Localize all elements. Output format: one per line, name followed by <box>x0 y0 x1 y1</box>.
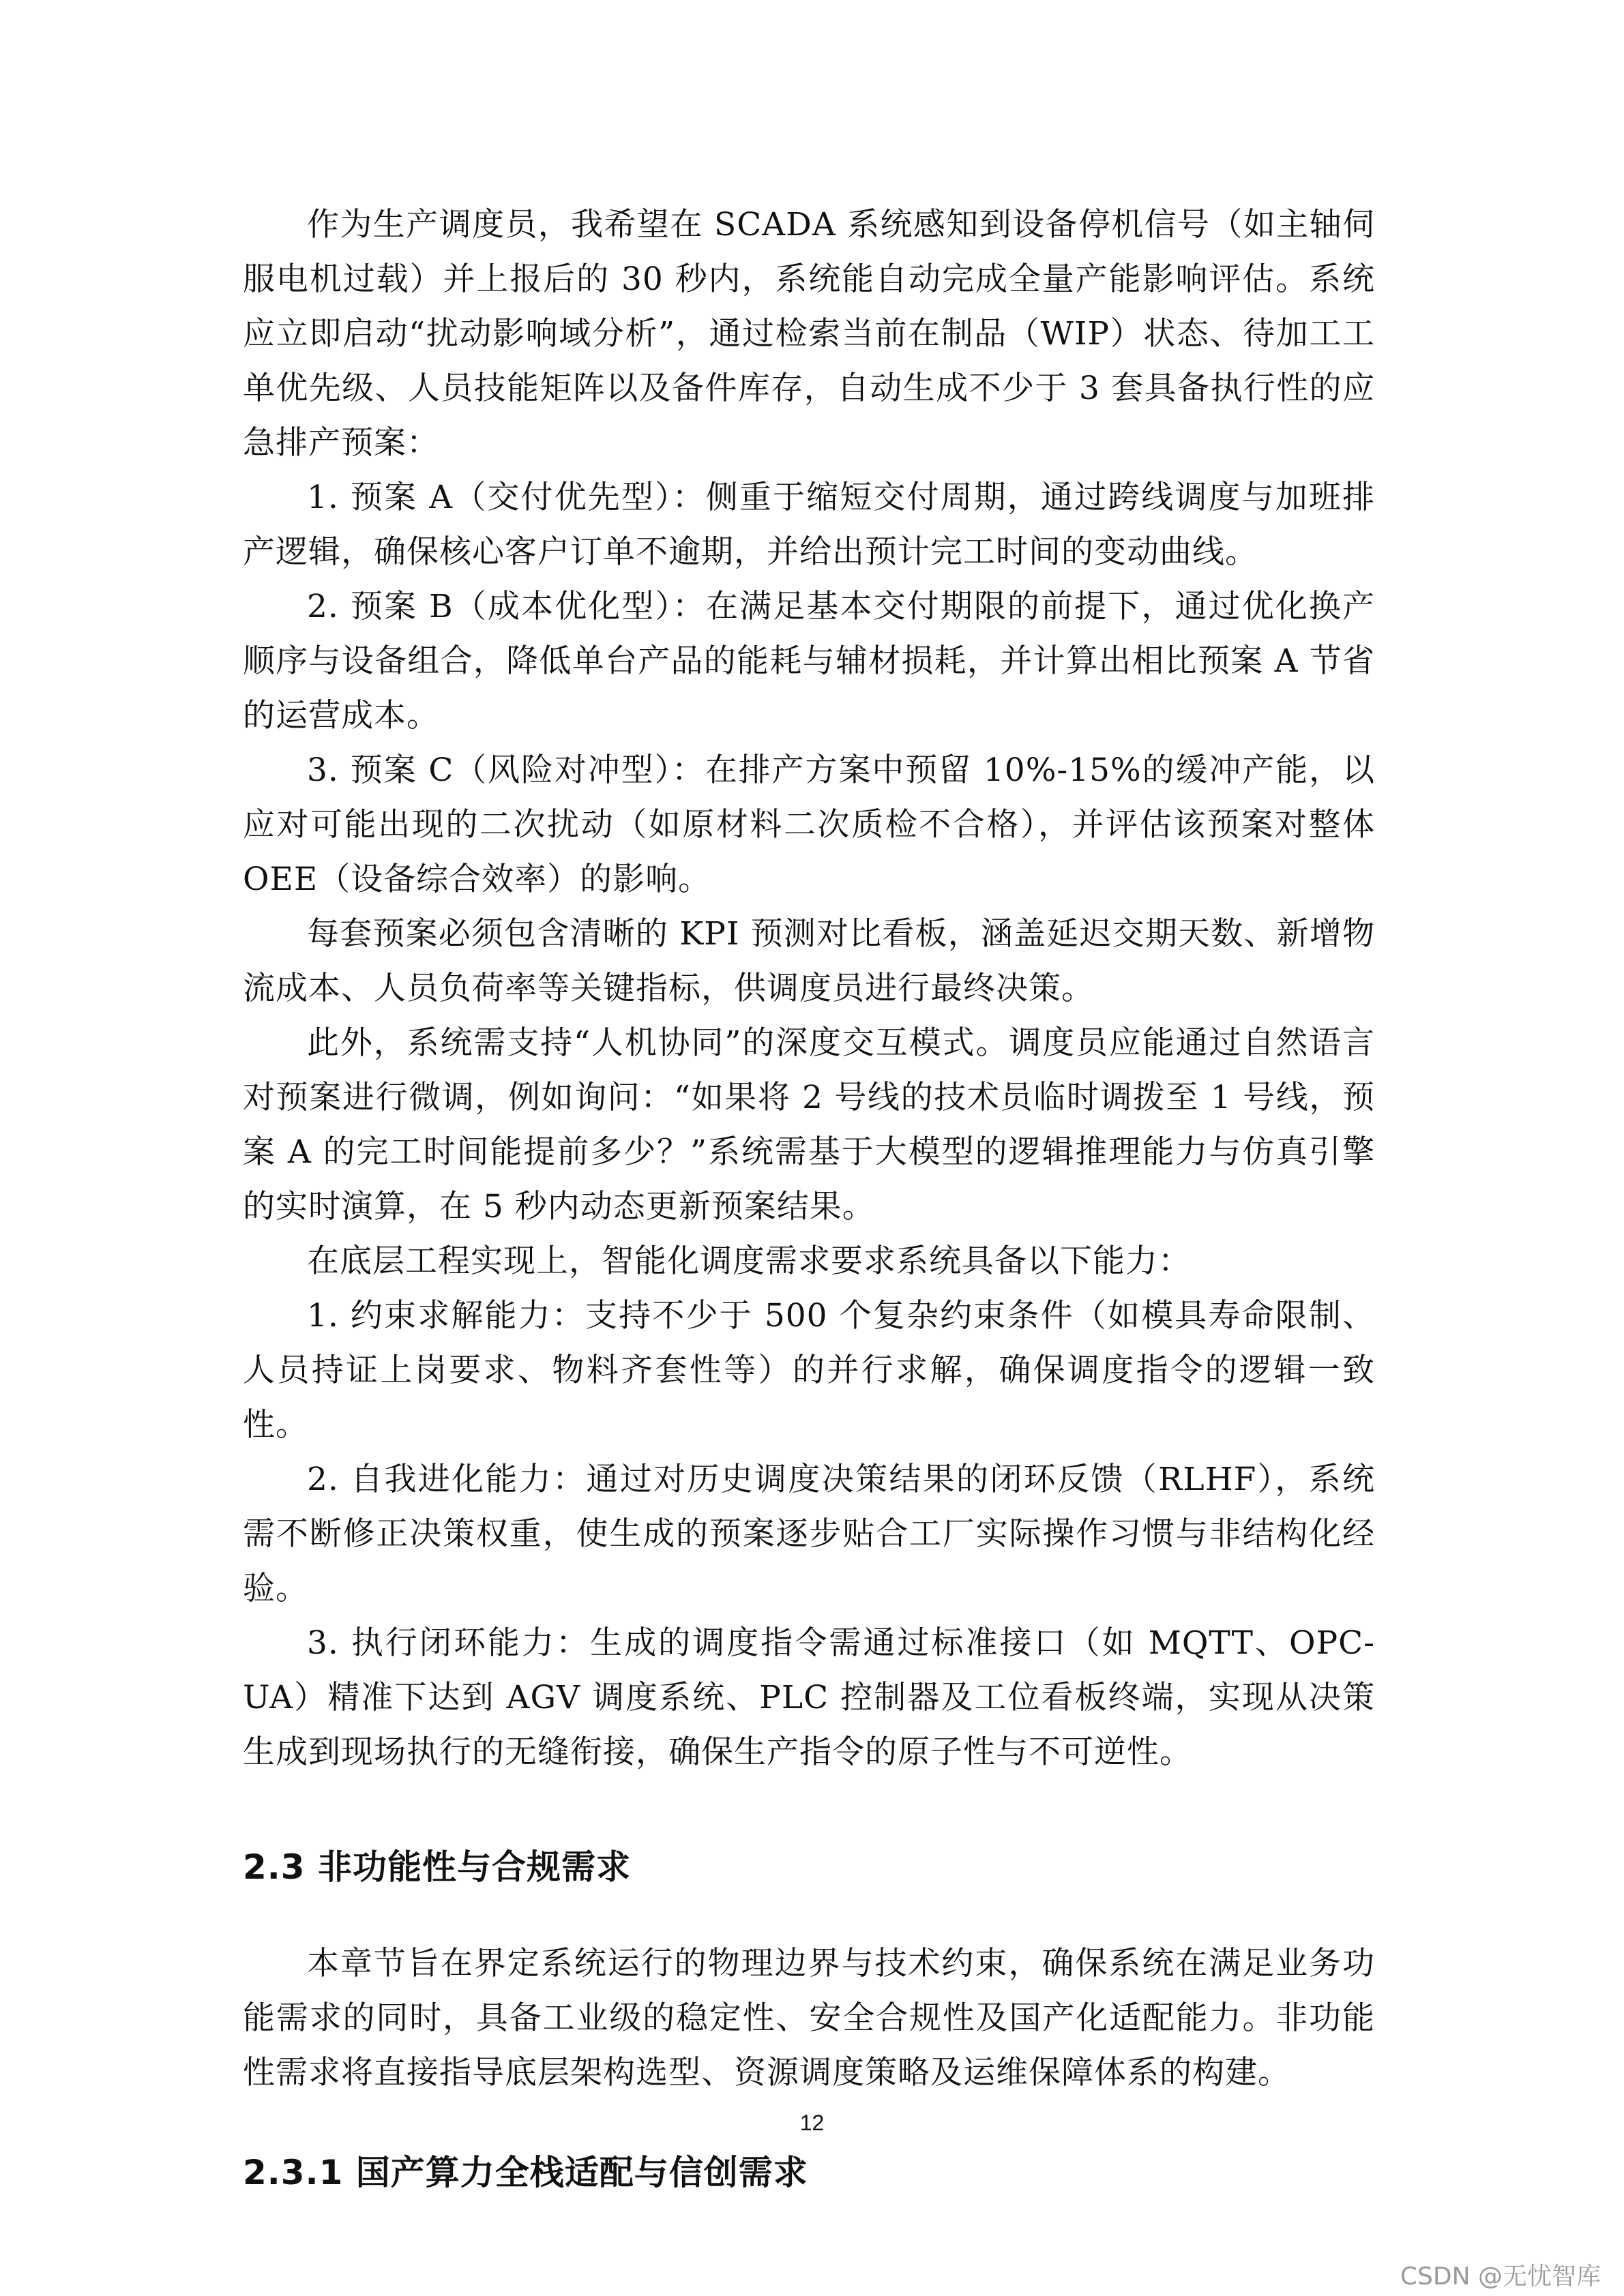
paragraph-plan-c: 3. 预案 C（风险对冲型）：在排产方案中预留 10%-15%的缓冲产能，以应对可能出现的二次扰动（如原材料二次质检不合格），并评估该预案对整体 OEE（设备综合效率）的影响。 <box>243 751 1375 898</box>
paragraph-plan-b: 2. 预案 B（成本优化型）：在满足基本交付期限的前提下，通过优化换产顺序与设备组合，降低单台产品的能耗与辅材损耗，并计算出相比预案 A 节省的运营成本。 <box>243 588 1375 734</box>
paragraph-section-intro: 本章节旨在界定系统运行的物理边界与技术约束，确保系统在满足业务功能需求的同时，具备工业级的稳定性、安全合规性及国产化适配能力。非功能性需求将直接指导底层架构选型、资源调度策略及运维保障体系的构建。 <box>243 1945 1375 2091</box>
paragraph-engineering-intro: 在底层工程实现上，智能化调度需求要求系统具备以下能力： <box>307 1242 1191 1280</box>
paragraph-plan-a: 1. 预案 A（交付优先型）：侧重于缩短交付周期，通过跨线调度与加班排产逻辑，确保核心客户订单不逾期，并给出预计完工时间的变动曲线。 <box>243 479 1375 571</box>
paragraph-constraint-solving: 1. 约束求解能力：支持不少于 500 个复杂约束条件（如模具寿命限制、人员持证上岗要求、物料齐套性等）的并行求解，确保调度指令的逻辑一致性。 <box>243 1297 1375 1444</box>
document-page <box>243 198 1375 2200</box>
paragraph-human-machine: 此外，系统需支持“人机协同”的深度交互模式。调度员应能通过自然语言对预案进行微调，例如询问：“如果将 2 号线的技术员临时调拨至 1 号线，预案 A 的完工时间能提前多少？”系统需基于大模型的逻辑推理能力与仿真引擎的实时演算，在 5 秒内动态更新预案结果。 <box>243 1024 1375 1225</box>
paragraph-scheduler-story: 作为生产调度员，我希望在 SCADA 系统感知到设备停机信号（如主轴伺服电机过载）并上报后的 30 秒内，系统能自动完成全量产能影响评估。系统应立即启动“扰动影响域分析”，通过检索当前在制品（WIP）状态、待加工工单优先级、人员技能矩阵以及备件库存，自动生成不少于 3 套具备执行性的应急排产预案： <box>243 206 1375 462</box>
paragraph-execution-loop: 3. 执行闭环能力：生成的调度指令需通过标准接口（如 MQTT、OPC-UA）精准下达到 AGV 调度系统、PLC 控制器及工位看板终端，实现从决策生成到现场执行的无缝衔接，确保生产指令的原子性与不可逆性。 <box>243 1624 1375 1771</box>
watermark: CSDN @无忧智库 <box>1400 2263 1601 2291</box>
subsection-heading: 2.3.1 国产算力全栈适配与信创需求 <box>243 2153 808 2192</box>
section-heading: 2.3 非功能性与合规需求 <box>243 1847 631 1887</box>
paragraph-kpi-board: 每套预案必须包含清晰的 KPI 预测对比看板，涵盖延迟交期天数、新增物流成本、人员负荷率等关键指标，供调度员进行最终决策。 <box>243 915 1375 1007</box>
paragraph-self-evolution: 2. 自我进化能力：通过对历史调度决策结果的闭环反馈（RLHF），系统需不断修正决策权重，使生成的预案逐步贴合工厂实际操作习惯与非结构化经验。 <box>243 1461 1375 1607</box>
page-number: 12 <box>799 2111 825 2135</box>
